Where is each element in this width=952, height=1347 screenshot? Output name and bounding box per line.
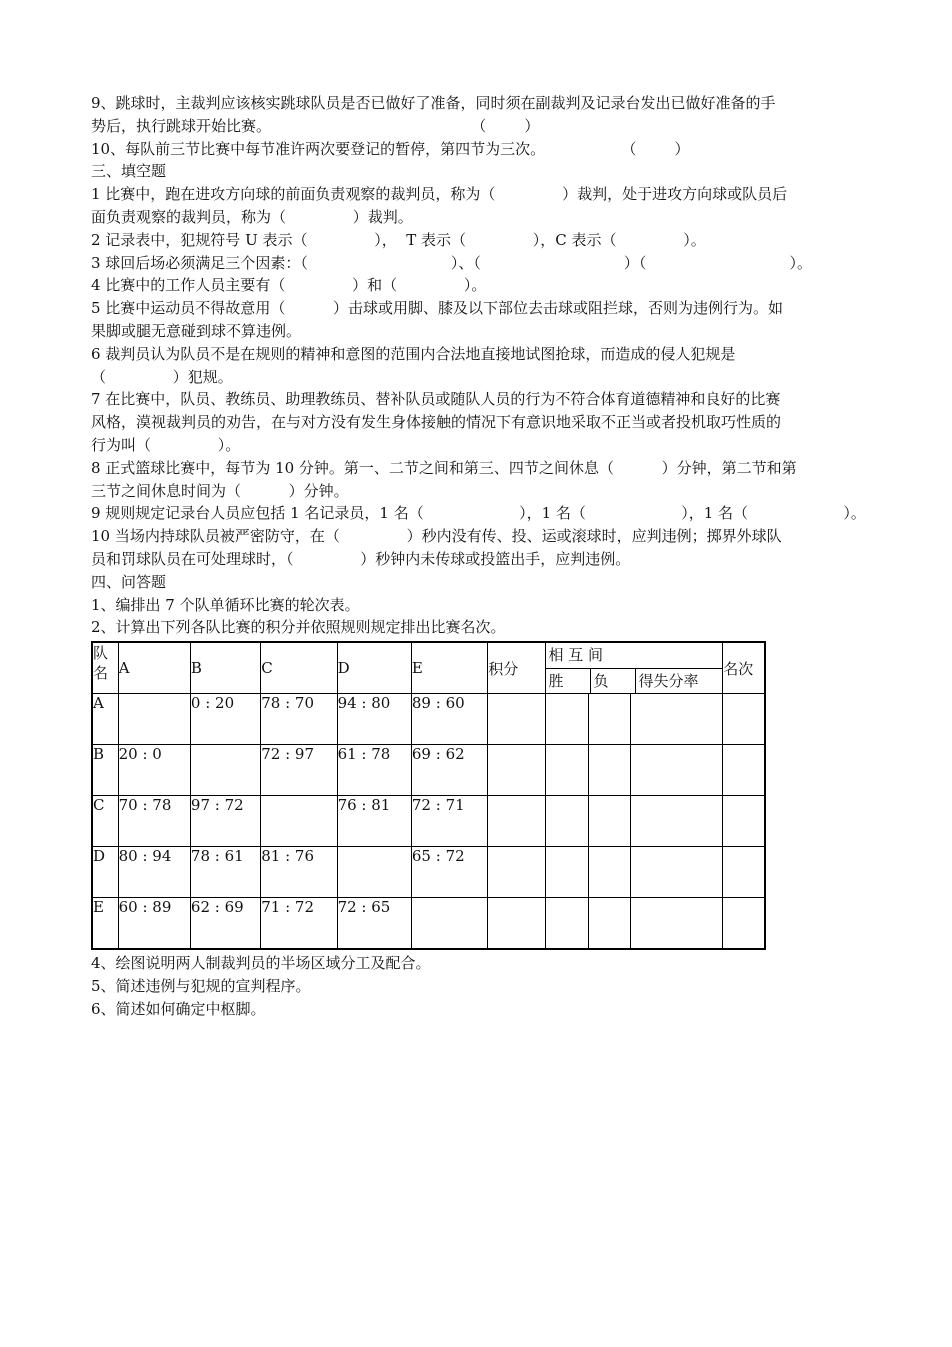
header-team-top: 队	[93, 644, 109, 663]
header-rank: 名次	[723, 642, 765, 694]
points-cell	[488, 796, 546, 847]
score-cell: 72 : 65	[337, 898, 411, 950]
score-cell	[261, 796, 337, 847]
score-cell: 0 : 20	[190, 694, 260, 745]
rank-cell	[723, 796, 765, 847]
text-line: 面负责观察的裁判员，称为（ ）裁判。	[91, 207, 413, 226]
header-col-e: E	[411, 642, 487, 694]
section-heading: 三、填空题	[91, 162, 167, 181]
points-cell	[488, 694, 546, 745]
score-cell: 94 : 80	[337, 694, 411, 745]
table-row	[92, 898, 765, 950]
table-row	[92, 796, 765, 847]
header-col-a: A	[118, 642, 190, 694]
section-heading: 四、问答题	[91, 572, 167, 591]
row-team: B	[92, 745, 118, 796]
header-team-bottom: 名	[93, 664, 109, 683]
row-team: A	[92, 694, 118, 745]
points-cell	[488, 745, 546, 796]
header-mutual-title: 相 互 间	[546, 643, 722, 669]
ratio-cell	[630, 745, 722, 796]
text-line: 3 球回后场必须满足三个因素：（ ）、（ ）（ ）。	[91, 253, 812, 272]
score-cell	[118, 694, 190, 745]
table-row	[92, 847, 765, 898]
rank-cell	[723, 898, 765, 950]
score-cell: 81 : 76	[261, 847, 337, 898]
ratio-cell	[630, 898, 722, 950]
row-team: E	[92, 898, 118, 950]
win-cell	[546, 847, 588, 898]
text-line: 8 正式篮球比赛中，每节为 10 分钟。第一、二节之间和第三、四节之间休息（ ）分钟，第二节和第	[91, 458, 797, 477]
header-points: 积分	[488, 642, 546, 694]
text-line: 6 裁判员认为队员不是在规则的精神和意图的范围内合法地直接地试图抢球，而造成的侵人犯规是	[91, 344, 736, 363]
score-cell: 78 : 61	[190, 847, 260, 898]
score-cell: 65 : 72	[411, 847, 487, 898]
score-cell: 69 : 62	[411, 745, 487, 796]
loss-cell	[588, 796, 630, 847]
loss-cell	[588, 847, 630, 898]
text-line: 员和罚球队员在可处理球时，（ ）秒钟内未传球或投篮出手，应判违例。	[91, 549, 631, 568]
text-line: 4 比赛中的工作人员主要有（ ）和（ ）。	[91, 276, 487, 295]
ratio-cell	[630, 694, 722, 745]
rank-cell	[723, 694, 765, 745]
row-team: C	[92, 796, 118, 847]
score-cell: 70 : 78	[118, 796, 190, 847]
score-cell	[190, 745, 260, 796]
header-win: 胜	[546, 669, 591, 693]
row-team: D	[92, 847, 118, 898]
table-row	[92, 745, 765, 796]
table-header-row	[92, 642, 765, 694]
header-mutual-sub	[546, 669, 722, 693]
header-mutual	[546, 642, 723, 694]
text-line: 风格，漠视裁判员的劝告，在与对方没有发生身体接触的情况下有意识地采取不正当或者投机取巧性质的	[91, 413, 782, 432]
score-cell: 20 : 0	[118, 745, 190, 796]
text-line: 9 规则规定记录台人员应包括 1 名记录员，1 名（ ），1 名（ ），1 名（ ）。	[91, 504, 866, 523]
text-line: 10 当场内持球队员被严密防守，在（ ）秒内没有传、投、运或滚球时，应判违例；掷界外球队	[91, 527, 782, 546]
loss-cell	[588, 898, 630, 950]
text-line: 势后，执行跳球开始比赛。 （ ）	[91, 116, 540, 135]
points-cell	[488, 847, 546, 898]
document-body	[91, 92, 866, 1021]
question: 4、绘图说明两人制裁判员的半场区域分工及配合。	[91, 954, 431, 973]
score-cell: 80 : 94	[118, 847, 190, 898]
loss-cell	[588, 694, 630, 745]
header-col-d: D	[337, 642, 411, 694]
score-cell	[337, 847, 411, 898]
question: 5、简述违例与犯规的宣判程序。	[91, 976, 311, 995]
score-cell: 60 : 89	[118, 898, 190, 950]
score-cell: 61 : 78	[337, 745, 411, 796]
header-col-c: C	[261, 642, 337, 694]
header-ratio: 得失分率	[638, 672, 699, 691]
text-line: 9、跳球时，主裁判应该核实跳球队员是否已做好了准备，同时须在副裁判及记录台发出已做好准备的手	[91, 94, 776, 112]
score-cell: 89 : 60	[411, 694, 487, 745]
question: 1、编排出 7 个队单循环比赛的轮次表。	[91, 595, 360, 614]
score-cell: 78 : 70	[261, 694, 337, 745]
table-row	[92, 694, 765, 745]
loss-cell	[588, 745, 630, 796]
win-cell	[546, 796, 588, 847]
header-loss: 负	[591, 669, 636, 693]
score-cell: 62 : 69	[190, 898, 260, 950]
score-table	[91, 641, 766, 950]
score-cell: 72 : 71	[411, 796, 487, 847]
question: 2、计算出下列各队比赛的积分并依照规则规定排出比赛名次。	[91, 618, 506, 637]
score-cell: 71 : 72	[261, 898, 337, 950]
win-cell	[546, 745, 588, 796]
text-line: （ ）犯规。	[91, 367, 233, 386]
header-team	[92, 642, 118, 694]
points-cell	[488, 898, 546, 950]
text-line: 10、每队前三节比赛中每节准许两次要登记的暂停，第四节为三次。 （ ）	[91, 139, 690, 158]
question: 6、简述如何确定中枢脚。	[91, 999, 266, 1018]
ratio-cell	[630, 796, 722, 847]
score-cell: 72 : 97	[261, 745, 337, 796]
header-col-b: B	[190, 642, 260, 694]
text-line: 5 比赛中运动员不得故意用（ ）击球或用脚、膝及以下部位去击球或阻拦球，否则为违例行为。如	[91, 299, 783, 318]
text-line: 行为叫（ ）。	[91, 435, 241, 454]
rank-cell	[723, 745, 765, 796]
score-cell: 76 : 81	[337, 796, 411, 847]
score-cell	[411, 898, 487, 950]
score-cell: 97 : 72	[190, 796, 260, 847]
text-line: 2 记录表中，犯规符号 U 表示（ ）， T 表示（ ），C 表示（ ）。	[91, 230, 706, 249]
win-cell	[546, 898, 588, 950]
ratio-cell	[630, 847, 722, 898]
text-line: 1 比赛中，跑在进攻方向球的前面负责观察的裁判员，称为（ ）裁判，处于进攻方向球或队员后	[91, 185, 788, 204]
rank-cell	[723, 847, 765, 898]
text-line: 三节之间休息时间为（ ）分钟。	[91, 481, 349, 500]
text-line: 果脚或腿无意碰到球不算违例。	[91, 321, 302, 340]
win-cell	[546, 694, 588, 745]
text-line: 7 在比赛中，队员、教练员、助理教练员、替补队员或随队人员的行为不符合体育道德精神和良好的比赛	[91, 390, 781, 409]
